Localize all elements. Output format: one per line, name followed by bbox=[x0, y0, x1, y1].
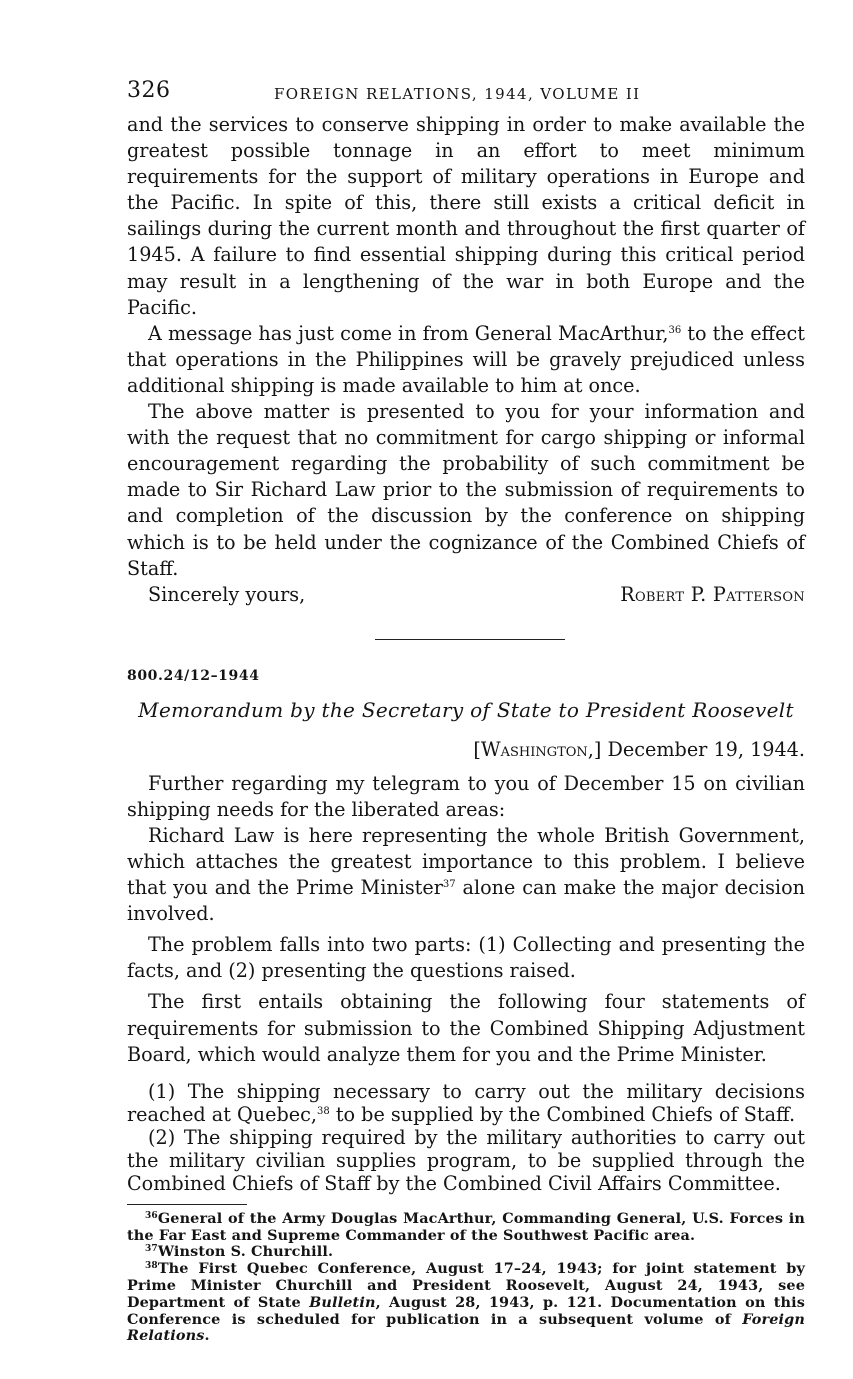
text-span: to be supplied by the Combined Chiefs of Staff. bbox=[329, 1102, 796, 1126]
running-title: FOREIGN RELATIONS, 1944, VOLUME II bbox=[274, 85, 641, 103]
footnotes bbox=[127, 1211, 805, 1345]
signature: Robert P. Patterson bbox=[620, 582, 805, 606]
section-divider bbox=[375, 639, 565, 640]
text-span: (1) The shipping necessary to carry out the military decisions reached at Quebec, bbox=[127, 1079, 805, 1126]
memo-paragraph: The problem falls into two parts: (1) Collecting and presenting the facts, and (2) presenting the questions raised. bbox=[127, 933, 805, 983]
requirements-list bbox=[127, 1080, 805, 1195]
footnote-text: The First Quebec Conference, August 17–24, 1943; for joint statement by Prime Minister Churchill and President Roosevelt, August 24, 1943, see Department of State bbox=[127, 1260, 805, 1311]
text-span: A message has just come in from General MacArthur, bbox=[148, 321, 669, 345]
footnote bbox=[127, 1244, 805, 1261]
footnote-text: . bbox=[204, 1327, 210, 1345]
dateline-place: [Washington,] bbox=[473, 737, 602, 761]
letter-paragraph: and the services to conserve shipping in order to make available the greatest possible tonnage in an effort to meet minimum requirements for the support of military operations in Europe and the Pacific. In spite of this, there still exists a critical deficit in sailings during the current month and throughout the first quarter of 1945. A failure to find essential shipping during this critical period may result in a lengthening of the war in both Europe and the Pacific. bbox=[127, 113, 805, 319]
footnote bbox=[127, 1261, 805, 1345]
footnote-number: 36 bbox=[145, 1210, 158, 1221]
running-head bbox=[127, 78, 805, 112]
footnote-text: General of the Army Douglas MacArthur, Commanding General, U.S. Forces in the Far East and Supreme Commander of the Southwest Pacific area. bbox=[127, 1209, 805, 1244]
file-number: 800.24/12–1944 bbox=[127, 667, 260, 684]
footnote-ref: 36 bbox=[668, 324, 682, 336]
footnote-divider bbox=[127, 1204, 247, 1205]
footnote-number: 38 bbox=[145, 1261, 158, 1272]
document-page bbox=[127, 78, 805, 1345]
footnote-ref: 37 bbox=[442, 879, 456, 891]
footnote bbox=[127, 1211, 805, 1245]
footnote-ref: 38 bbox=[316, 1105, 330, 1117]
dateline-date: December 19, 1944. bbox=[601, 737, 805, 761]
footnote-text: Winston S. Churchill. bbox=[157, 1243, 334, 1261]
text-span: alone can make the major decision involved. bbox=[127, 876, 805, 926]
footnote-italic: Bulletin bbox=[309, 1293, 376, 1311]
dateline bbox=[127, 738, 805, 761]
letter-closing bbox=[127, 582, 805, 610]
footnote-italic: Foreign Relations bbox=[127, 1310, 805, 1345]
memo-paragraph: The first entails obtaining the following four statements of requirements for submission to the Combined Shipping Adjustment Board, which would analyze them for you and the Prime Minister. bbox=[127, 990, 805, 1066]
memo-paragraph bbox=[127, 823, 805, 927]
text-span: Richard Law is here representing the whole British Government, which attaches the greatest importance to this problem. I believe that you and the Prime Minister bbox=[127, 823, 805, 900]
letter-paragraph: The above matter is presented to you for your information and with the request that no commitment for cargo shipping or informal encouragement regarding the probability of such commitment be made to Sir Richard Law prior to the submission of requirements to and completion of the discussion by the conference on shipping which is to be held under the cognizance of the Combined Chiefs of Staff. bbox=[127, 400, 805, 580]
salutation: Sincerely yours, bbox=[148, 582, 306, 606]
page-number: 326 bbox=[127, 78, 171, 103]
list-item bbox=[127, 1080, 805, 1126]
footnote-text: , August 28, 1943, p. 121. Documentation on this Conference is scheduled for publication in a subsequent volume of bbox=[127, 1293, 805, 1328]
footnote-number: 37 bbox=[145, 1244, 158, 1255]
document-title: Memorandum by the Secretary of State to President Roosevelt bbox=[138, 697, 794, 722]
memo-paragraph: Further regarding my telegram to you of December 15 on civilian shipping needs for the liberated areas: bbox=[127, 771, 805, 821]
letter-paragraph bbox=[127, 321, 805, 399]
text-span: to the effect that operations in the Philippines will be gravely prejudiced unless additional shipping is made available to him at once. bbox=[127, 321, 805, 397]
list-item: (2) The shipping required by the military authorities to carry out the military civilian supplies program, to be supplied through the Combined Chiefs of Staff by the Combined Civil Affairs Committee. bbox=[127, 1125, 805, 1195]
